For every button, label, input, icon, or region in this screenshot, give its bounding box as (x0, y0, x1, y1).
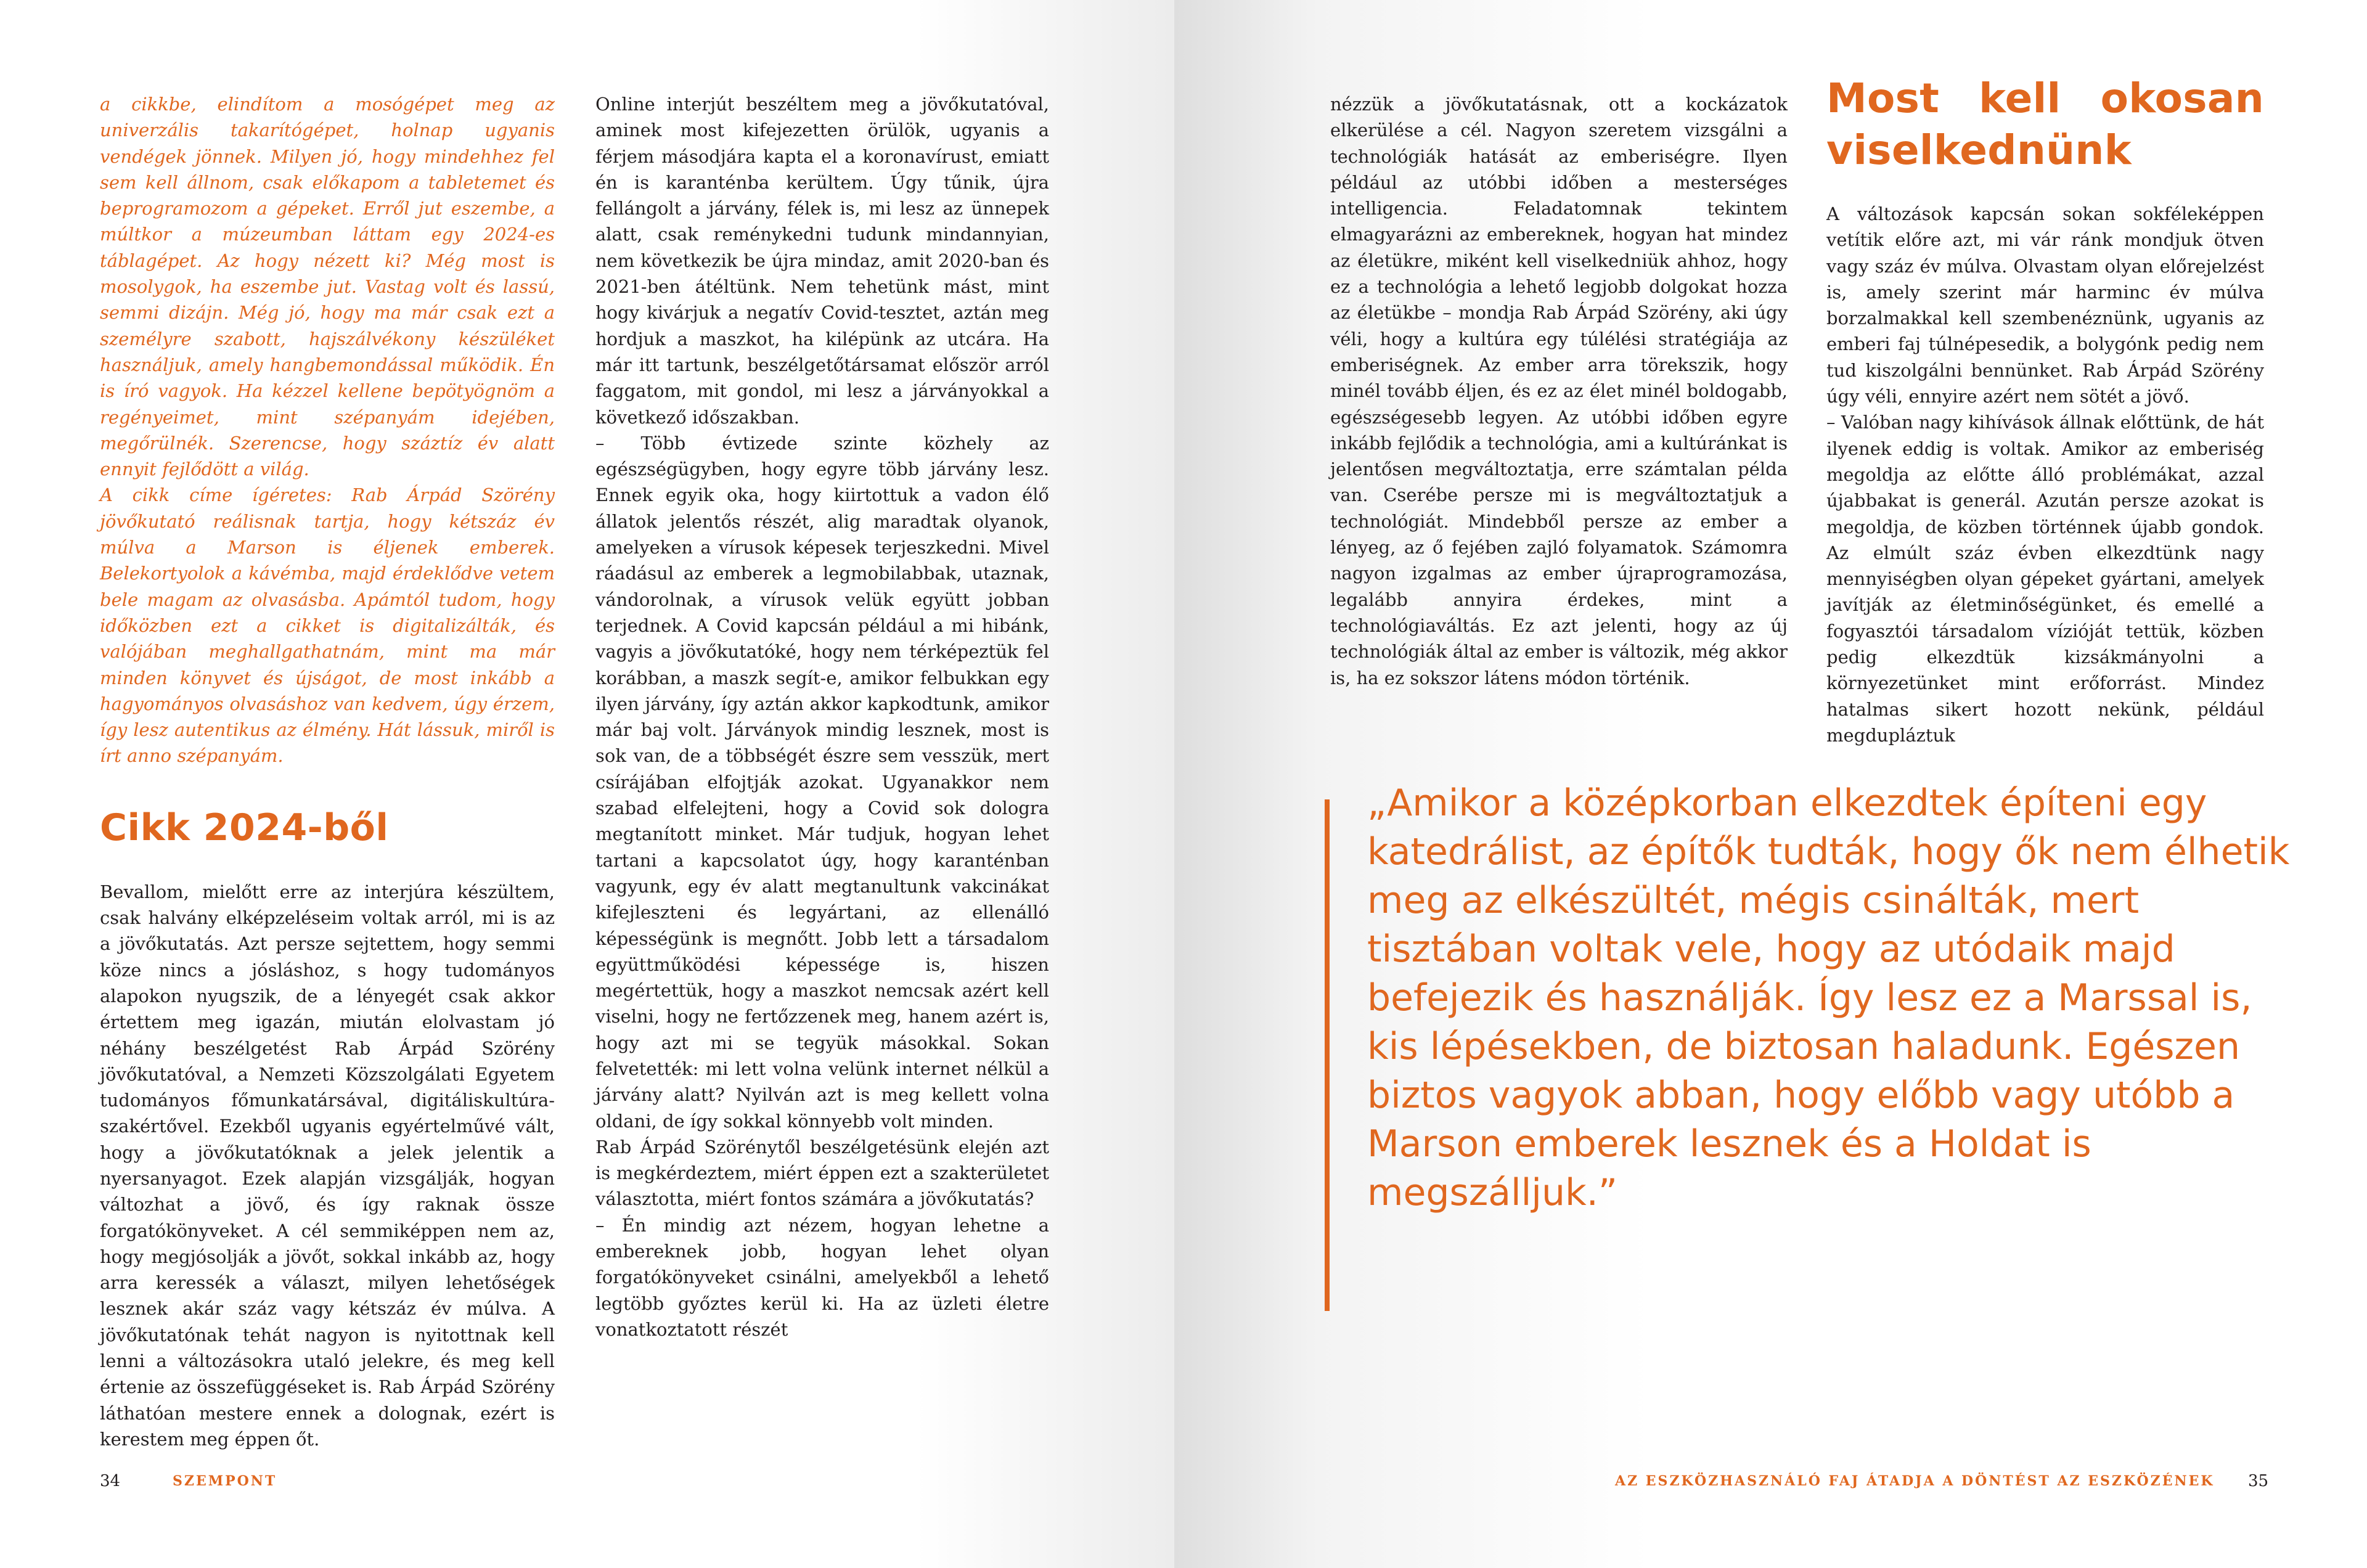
section-heading-cikk: Cikk 2024-ből (100, 806, 389, 849)
section-heading-okosan: Most kell okosan viselkednünk (1826, 75, 2264, 174)
left-column-2 (595, 91, 1049, 1342)
body-paragraph: – Én mindig azt nézem, hogyan lehetne a embereknek jobb, hogyan lehet olyan forgatókönyveket csinálni, amelyekből a lehető legtöbb győztes kerül ki. Ha az üzleti életre vonatkoztatott részét (595, 1214, 1049, 1340)
page-number-right: 35 (2248, 1472, 2269, 1490)
running-head-left: SZEMPONT (173, 1473, 277, 1489)
body-paragraph: – Több évtizede szinte közhely az egészségügyben, hogy egyre több járvány lesz. Ennek egyik oka, hogy kiirtottuk a vadon élő állatok jelentős részét, alig maradtak olyanok, amelyeken a vírusok képesek terjeszkedni. Mivel ráadásul az emberek a legmobilabbak, utaznak, vándorolnak, a vírusok velük együtt jobban terjednek. A Covid kapcsán például a mi hibánk, vagyis a jövőkutatóké, hogy nem térképeztük fel korábban, a maszk segít-e, amikor felbukkan egy ilyen járvány, így aztán akkor kapkodtunk, amikor már baj volt. Járványok mindig lesznek, most is sok van, de a többségét észre sem vesszük, mert csírájában elfojtják azokat. Ugyanakkor nem szabad elfelejteni, hogy a Covid sok dologra megtanított minket. Már tudjuk, hogyan lehet tartani a kapcsolatot úgy, hogy karanténban vagyunk, egy év alatt megtanultunk vakcinákat kifejleszteni és legyártani, az ellenálló képességünk is megnőtt. Jobb lett a társadalom együttműködési képessége is, hiszen megértettük, hogy a maszkot nemcsak azért kell viselni, hogy ne fertőzzenek meg, hanem azért is, hogy azt mi se tegyük másokkal. Sokan felvetették: mi lett volna velünk internet nélkül a járvány alatt? Nyilván azt is meg kellett volna oldani, de így sokkal könnyebb volt minden. (595, 432, 1049, 1132)
intro-italic-paragraph: A cikk címe ígéretes: Rab Árpád Szörény jövőkutató reálisnak tartja, hogy kétszáz év múlva a Marson is éljenek emberek. Belekortyolok a kávémba, majd érdeklődve vetem bele magam az olvasásba. Apámtól tudom, hogy időközben ezt a cikket is digitalizálták, és valójában meghallgathatnám, mint ma már minden könyvet és újságot, de most inkább a hagyományos olvasáshoz van kedvem, úgy érzem, így lesz autentikus az élmény. Hát lássuk, miről is írt anno szépanyám. (100, 484, 555, 767)
pull-quote-bar (1325, 799, 1330, 1311)
body-paragraph: Online interjút beszéltem meg a jövőkutatóval, aminek most kifejezetten örülök, ugyanis a férjem másodjára kapta el a koronavírust, emiatt én is karanténba kerültem. Úgy tűnik, újra fellángolt a járvány, félek is, mi lesz az ünnepek alatt, csak reménykedni tudunk mindannyian, nem következik be újra mindaz, amit 2020-ban és 2021-ben átéltünk. Nem tehetünk mást, mint hogy kivárjuk a negatív Covid-tesztet, aztán meg hordjuk a maszkot, ha kilépünk az utcára. Ha már itt tartunk, beszélgetőtársamat először arról faggatom, mit gondol, mi lesz a járványokkal a következő időszakban. (595, 94, 1049, 428)
body-paragraph: A változások kapcsán sokan sokféleképpen vetítik előre azt, mi vár ránk mondjuk ötven vagy száz év múlva. Olvastam olyan előrejelzést is, amely szerint már harminc év múlva borzalmakkal kell szembenéznünk, ugyanis az emberi faj túlnépesedik, a bolygónk pedig nem tud kiszolgálni bennünket. Rab Árpád Szörény úgy véli, ennyire azért nem sötét a jövő. (1826, 203, 2264, 407)
body-paragraph: nézzük a jövőkutatásnak, ott a kockázatok elkerülése a cél. Nagyon szeretem vizsgálni a technológiák hatását az emberiségre. Ilyen például az utóbbi időben a mesterséges intelligencia. Feladatomnak tekintem elmagyarázni az embereknek, hogyan hat mindez az életükre, miként kell viselkedniük ahhoz, hogy ez a technológia a lehető legjobb dolgokat hozza az életükbe – mondja Rab Árpád Szörény, aki úgy véli, hogy a kultúra egy túlélési stratégiája az emberiségnek. Az ember arra törekszik, hogy minél tovább éljen, és ez az élet minél boldogabb, egészségesebb legyen. Az utóbbi időben egyre inkább fejlődik a technológia, ami a kultúránkat is jelentősen megváltoztatja, erre számtalan példa van. Cserébe persze mi is megváltoztatjuk a technológiát. Mindebből persze az ember a lényeg, az ő fejében zajló folyamatok. Számomra nagyon izgalmas az ember újraprogramozása, legalább annyira érdekes, mint a technológiaváltás. Ez azt jelenti, hogy az új technológiák által az ember is változik, még akkor is, ha ez sokszor látens módon történik. (1330, 94, 1788, 688)
body-paragraph: Bevallom, mielőtt erre az interjúra készültem, csak halvány elképzeléseim voltak arról, mi is az a jövőkutatás. Azt persze sejtettem, hogy semmi köze nincs a jósláshoz, s hogy tudományos alapokon nyugszik, de a lényegét csak akkor értettem meg igazán, miután elolvastam jó néhány beszélgetést Rab Árpád Szörény jövőkutatóval, a Nemzeti Közszolgálati Egyetem tudományos főmunkatársával, digitáliskultúra-szakértővel. Ezekből ugyanis egyértelművé vált, hogy a jövőkutatóknak a jelek jelentik a nyersanyagot. Ezek alapján vizsgálják, hogyan változhat a jövő, és így raknak össze forgatókönyveket. A cél semmiképpen nem az, hogy megjósolják a jövőt, sokkal inkább az, hogy arra keressék a választ, milyen lehetőségek lesznek akár száz vagy kétszáz év múlva. A jövőkutatónak tehát nagyon is nyitottnak kell lenni a változásokra utaló jelekre, és meg kell értenie az összefüggéseket is. Rab Árpád Szörény láthatóan mestere ennek a dolognak, ezért is kerestem meg éppen őt. (100, 881, 555, 1450)
page-number-left: 34 (100, 1472, 121, 1490)
running-head-right: AZ ESZKÖZHASZNÁLÓ FAJ ÁTADJA A DÖNTÉST AZ ESZKÖZÉNEK (1615, 1473, 2215, 1489)
body-paragraph: – Valóban nagy kihívások állnak előttünk, de hát ilyenek eddig is voltak. Amikor az emberiség megoldja az előtte álló problémákat, azzal újabbakat is generál. Azután persze azokat is megoldja, de közben történnek újabb gondok. Az elmúlt száz évben elkezdtünk nagy mennyiségben olyan gépeket gyártani, amelyek javítják az életminőségünket, és emellé a fogyasztói társadalom vízióját tettük, közben pedig elkezdtük kizsákmányolni a környezetünket mint erőforrást. Mindez hatalmas sikert hozott nekünk, például megdupláztuk (1826, 412, 2264, 746)
pull-quote: „Amikor a középkorban elkezdtek építeni egy katedrálist, az építők tudták, hogy ők nem élhetik meg az elkészültét, mégis csinálták, mert tisztában voltak vele, hogy az utódaik majd befejezik és használják. Így lesz ez a Marssal is, kis lépésekben, de biztosan haladunk. Egészen biztos vagyok abban, hogy előbb vagy utóbb a Marson emberek lesznek és a Holdat is megszálljuk.” (1367, 782, 2290, 1214)
body-paragraph: Rab Árpád Szörénytől beszélgetésünk elején azt is megkérdeztem, miért éppen ezt a szakterületet választotta, miért fontos számára a jövőkutatás? (595, 1136, 1049, 1210)
right-column-2 (1826, 73, 2264, 748)
left-column-1 (100, 91, 555, 1452)
intro-italic-paragraph: a cikkbe, elindítom a mosógépet meg az univerzális takarítógépet, holnap ugyanis vendégek jönnek. Milyen jó, hogy mindehhez fel sem kell állnom, csak előkapom a tabletemet és beprogramozom a gépeket. Erről jut eszembe, a múltkor a múzeumban láttam egy 2024-es táblagépet. Az hogy nézett ki? Még most is mosolygok, ha eszembe jut. Vastag volt és lassú, semmi dizájn. Még jó, hogy ma már csak ezt a személyre szabott, hajszálvékony készüléket használjuk, amely hangbemondással működik. Én is író vagyok. Ha kézzel kellene bepötyögnöm a regényeimet, mint szépanyám idejében, megőrülnék. Szerencse, hogy száztíz év alatt ennyit fejlődött a világ. (100, 94, 555, 480)
left-page (0, 0, 1174, 1568)
right-column-1 (1330, 91, 1788, 691)
